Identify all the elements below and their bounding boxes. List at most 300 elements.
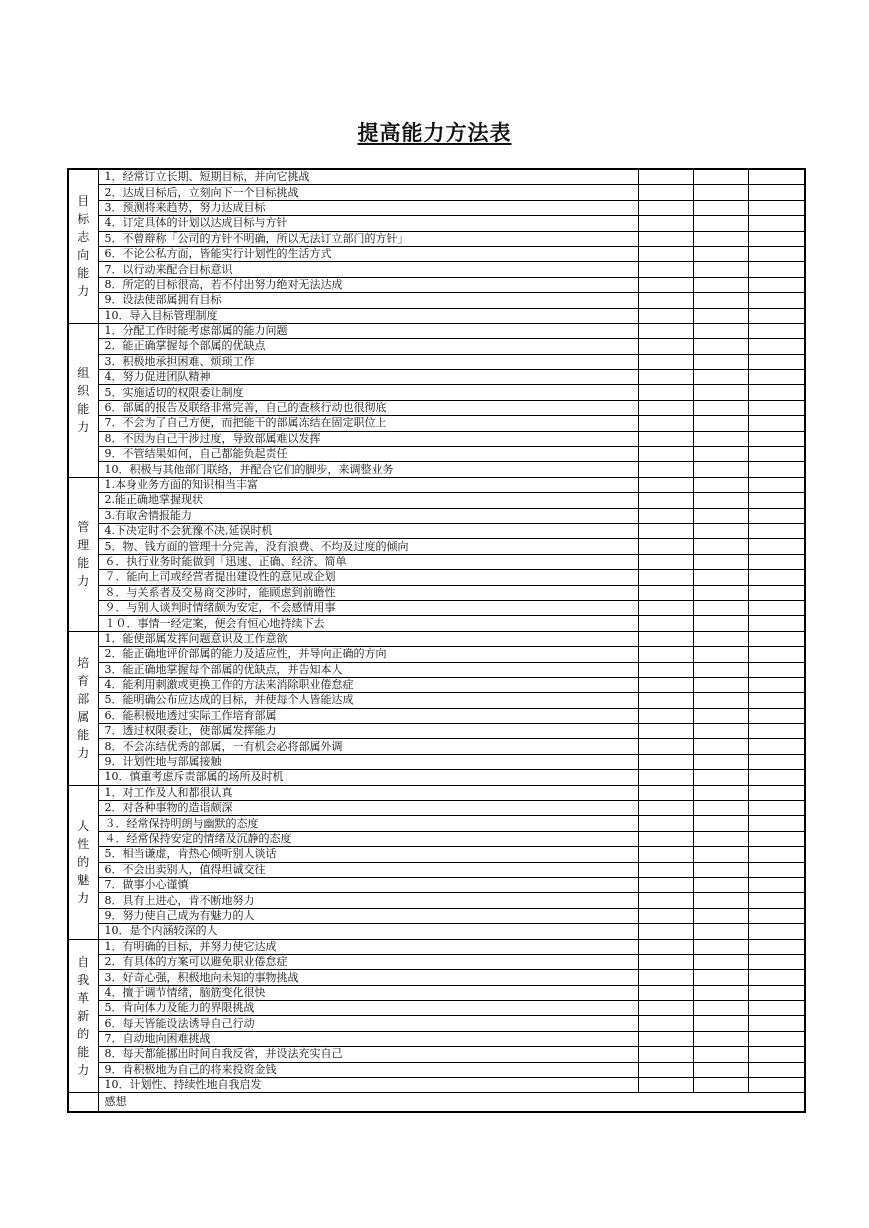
rating-cell[interactable] bbox=[638, 570, 693, 585]
rating-cell[interactable] bbox=[693, 462, 748, 477]
item-text: 2．对各种事物的造诣颇深 bbox=[98, 801, 638, 816]
rating-cell[interactable] bbox=[693, 293, 748, 308]
rating-cell[interactable] bbox=[748, 1031, 805, 1046]
rating-cell[interactable] bbox=[693, 385, 748, 400]
rating-cell[interactable] bbox=[638, 262, 693, 277]
item-text: 6．部属的报告及联络非常完善，自己的查核行动也很彻底 bbox=[98, 400, 638, 415]
item-text: 8．每天都能挪出时间自我反省，并设法充实自己 bbox=[98, 1047, 638, 1062]
rating-cell[interactable] bbox=[638, 293, 693, 308]
rating-cell[interactable] bbox=[693, 1031, 748, 1046]
rating-cell[interactable] bbox=[748, 493, 805, 508]
rating-cell[interactable] bbox=[693, 493, 748, 508]
rating-cell[interactable] bbox=[748, 631, 805, 646]
item-text: 10．慎重考虑斥责部属的场所及时机 bbox=[98, 770, 638, 785]
rating-cell[interactable] bbox=[638, 1001, 693, 1016]
rating-cell[interactable] bbox=[693, 877, 748, 892]
rating-cell[interactable] bbox=[638, 1016, 693, 1031]
rating-cell[interactable] bbox=[693, 185, 748, 200]
item-text: ９．与别人谈判时情绪颇为安定，不会感情用事 bbox=[98, 600, 638, 615]
rating-cell[interactable] bbox=[693, 508, 748, 523]
rating-cell[interactable] bbox=[748, 1062, 805, 1077]
table-row bbox=[68, 985, 805, 1000]
item-text: 3．能正确地掌握每个部属的优缺点，并告知本人 bbox=[98, 662, 638, 677]
rating-cell[interactable] bbox=[748, 893, 805, 908]
table-row bbox=[68, 339, 805, 354]
notes-blank-cell bbox=[68, 1093, 98, 1113]
rating-cell[interactable] bbox=[638, 739, 693, 754]
table-row bbox=[68, 831, 805, 846]
rating-cell[interactable] bbox=[748, 216, 805, 231]
table-row bbox=[68, 847, 805, 862]
rating-cell[interactable] bbox=[693, 600, 748, 615]
rating-cell[interactable] bbox=[638, 893, 693, 908]
rating-cell[interactable] bbox=[693, 708, 748, 723]
table-row bbox=[68, 231, 805, 246]
rating-cell[interactable] bbox=[638, 539, 693, 554]
rating-cell[interactable] bbox=[638, 693, 693, 708]
table-row bbox=[68, 216, 805, 231]
rating-cell[interactable] bbox=[638, 1078, 693, 1093]
rating-cell[interactable] bbox=[748, 908, 805, 923]
table-row bbox=[68, 200, 805, 215]
rating-cell[interactable] bbox=[638, 647, 693, 662]
rating-cell[interactable] bbox=[638, 523, 693, 538]
item-text: 8．不会冻结优秀的部属，一有机会必将部属外调 bbox=[98, 739, 638, 754]
rating-cell[interactable] bbox=[693, 816, 748, 831]
rating-cell[interactable] bbox=[748, 785, 805, 800]
rating-cell[interactable] bbox=[693, 308, 748, 323]
rating-cell[interactable] bbox=[748, 323, 805, 338]
rating-cell[interactable] bbox=[638, 385, 693, 400]
rating-cell[interactable] bbox=[638, 216, 693, 231]
rating-cell[interactable] bbox=[693, 724, 748, 739]
table-row bbox=[68, 631, 805, 646]
rating-cell[interactable] bbox=[693, 754, 748, 769]
category-label: 自我革新的能力 bbox=[77, 954, 90, 1077]
rating-cell[interactable] bbox=[638, 477, 693, 492]
table-row bbox=[68, 662, 805, 677]
table-row bbox=[68, 508, 805, 523]
item-text: ８．与关系者及交易商交涉时，能顾虑到前瞻性 bbox=[98, 585, 638, 600]
rating-cell[interactable] bbox=[638, 246, 693, 261]
rating-cell[interactable] bbox=[638, 831, 693, 846]
table-row bbox=[68, 385, 805, 400]
rating-cell[interactable] bbox=[638, 185, 693, 200]
item-text: 6．不论公私方面，皆能实行计划性的生活方式 bbox=[98, 246, 638, 261]
rating-cell[interactable] bbox=[638, 1031, 693, 1046]
table-row bbox=[68, 924, 805, 939]
rating-cell[interactable] bbox=[748, 169, 805, 185]
rating-cell[interactable] bbox=[638, 308, 693, 323]
notes-field[interactable]: 感想 bbox=[98, 1093, 805, 1113]
table-row bbox=[68, 431, 805, 446]
rating-cell[interactable] bbox=[748, 400, 805, 415]
item-text: 2．有具体的方案可以避免职业倦怠症 bbox=[98, 954, 638, 969]
item-text: 9．肯积极地为自己的将来投资金钱 bbox=[98, 1062, 638, 1077]
rating-cell[interactable] bbox=[748, 262, 805, 277]
rating-cell[interactable] bbox=[693, 585, 748, 600]
item-text: 6．能积极地透过实际工作培育部属 bbox=[98, 708, 638, 723]
rating-cell[interactable] bbox=[638, 600, 693, 615]
rating-cell[interactable] bbox=[693, 477, 748, 492]
item-text: 9．设法使部属拥有目标 bbox=[98, 293, 638, 308]
rating-cell[interactable] bbox=[748, 447, 805, 462]
rating-cell[interactable] bbox=[638, 354, 693, 369]
rating-cell[interactable] bbox=[748, 370, 805, 385]
rating-cell[interactable] bbox=[693, 277, 748, 292]
item-text: 9．计划性地与部属接触 bbox=[98, 754, 638, 769]
rating-cell[interactable] bbox=[693, 662, 748, 677]
rating-cell[interactable] bbox=[693, 231, 748, 246]
item-text: 10．计划性、持续性地自我启发 bbox=[98, 1078, 638, 1093]
rating-cell[interactable] bbox=[638, 847, 693, 862]
rating-cell[interactable] bbox=[693, 216, 748, 231]
category-label: 组织能力 bbox=[77, 366, 90, 435]
rating-cell[interactable] bbox=[748, 600, 805, 615]
rating-cell[interactable] bbox=[693, 954, 748, 969]
item-text: 1．能使部属发挥问题意识及工作意欲 bbox=[98, 631, 638, 646]
rating-cell[interactable] bbox=[638, 554, 693, 569]
rating-cell[interactable] bbox=[638, 169, 693, 185]
rating-cell[interactable] bbox=[693, 400, 748, 415]
rating-cell[interactable] bbox=[638, 862, 693, 877]
rating-cell[interactable] bbox=[638, 770, 693, 785]
table-row bbox=[68, 908, 805, 923]
rating-cell[interactable] bbox=[693, 570, 748, 585]
item-text: ３．经常保持明朗与幽默的态度 bbox=[98, 816, 638, 831]
rating-cell[interactable] bbox=[748, 831, 805, 846]
rating-cell[interactable] bbox=[748, 724, 805, 739]
table-row bbox=[68, 816, 805, 831]
table-row bbox=[68, 262, 805, 277]
table-row bbox=[68, 708, 805, 723]
table-row bbox=[68, 293, 805, 308]
table-row bbox=[68, 400, 805, 415]
rating-cell[interactable] bbox=[693, 539, 748, 554]
rating-cell[interactable] bbox=[693, 893, 748, 908]
table-row bbox=[68, 862, 805, 877]
rating-cell[interactable] bbox=[748, 801, 805, 816]
item-text: 6．不会出卖别人，值得坦诚交往 bbox=[98, 862, 638, 877]
rating-cell[interactable] bbox=[638, 801, 693, 816]
table-row bbox=[68, 1078, 805, 1093]
item-text: 5．肯向体力及能力的界限挑战 bbox=[98, 1001, 638, 1016]
rating-cell[interactable] bbox=[748, 354, 805, 369]
item-text: 4．订定具体的计划以达成目标与方针 bbox=[98, 216, 638, 231]
table-row bbox=[68, 308, 805, 323]
table-row bbox=[68, 647, 805, 662]
rating-cell[interactable] bbox=[693, 370, 748, 385]
rating-cell[interactable] bbox=[638, 662, 693, 677]
table-row bbox=[68, 893, 805, 908]
rating-cell[interactable] bbox=[638, 908, 693, 923]
table-row bbox=[68, 462, 805, 477]
rating-cell[interactable] bbox=[748, 1016, 805, 1031]
rating-cell[interactable] bbox=[748, 708, 805, 723]
rating-cell[interactable] bbox=[638, 939, 693, 954]
rating-cell[interactable] bbox=[748, 277, 805, 292]
item-text: 1．分配工作时能考虑部属的能力问题 bbox=[98, 323, 638, 338]
table-row bbox=[68, 1062, 805, 1077]
table-row bbox=[68, 570, 805, 585]
rating-cell[interactable] bbox=[693, 339, 748, 354]
rating-cell[interactable] bbox=[748, 477, 805, 492]
item-text: 7．透过权限委让，使部属发挥能力 bbox=[98, 724, 638, 739]
rating-cell[interactable] bbox=[638, 339, 693, 354]
table-row bbox=[68, 939, 805, 954]
table-row bbox=[68, 493, 805, 508]
item-text: 2．能正确地评价部属的能力及适应性，并导向正确的方向 bbox=[98, 647, 638, 662]
category-label: 管理能力 bbox=[77, 520, 90, 589]
table-row bbox=[68, 1031, 805, 1046]
self-assessment-table bbox=[67, 168, 806, 1113]
rating-cell[interactable] bbox=[693, 416, 748, 431]
rating-cell[interactable] bbox=[748, 877, 805, 892]
table-row bbox=[68, 277, 805, 292]
rating-cell[interactable] bbox=[638, 431, 693, 446]
rating-cell[interactable] bbox=[693, 1078, 748, 1093]
rating-cell[interactable] bbox=[748, 585, 805, 600]
item-text: 4．努力促进团队精神 bbox=[98, 370, 638, 385]
rating-cell[interactable] bbox=[748, 693, 805, 708]
rating-cell[interactable] bbox=[748, 662, 805, 677]
category-cell bbox=[68, 323, 98, 477]
rating-cell[interactable] bbox=[638, 508, 693, 523]
rating-cell[interactable] bbox=[748, 523, 805, 538]
rating-cell[interactable] bbox=[693, 939, 748, 954]
rating-cell[interactable] bbox=[638, 754, 693, 769]
rating-cell[interactable] bbox=[748, 924, 805, 939]
rating-cell[interactable] bbox=[693, 908, 748, 923]
rating-cell[interactable] bbox=[748, 200, 805, 215]
rating-cell[interactable] bbox=[748, 970, 805, 985]
item-text: 1.本身业务方面的知识相当丰富 bbox=[98, 477, 638, 492]
rating-cell[interactable] bbox=[693, 862, 748, 877]
rating-cell[interactable] bbox=[748, 739, 805, 754]
rating-cell[interactable] bbox=[638, 277, 693, 292]
rating-cell[interactable] bbox=[748, 862, 805, 877]
rating-cell[interactable] bbox=[638, 1062, 693, 1077]
rating-cell[interactable] bbox=[693, 323, 748, 338]
item-text: 3．预测将来趋势，努力达成目标 bbox=[98, 200, 638, 215]
rating-cell[interactable] bbox=[693, 770, 748, 785]
item-text: 2．能正确掌握每个部属的优缺点 bbox=[98, 339, 638, 354]
item-text: 10．积极与其他部门联络，并配合它们的脚步，来调整业务 bbox=[98, 462, 638, 477]
table-row bbox=[68, 585, 805, 600]
rating-cell[interactable] bbox=[693, 831, 748, 846]
rating-cell[interactable] bbox=[748, 570, 805, 585]
rating-cell[interactable] bbox=[693, 1016, 748, 1031]
category-cell bbox=[68, 169, 98, 323]
table-row bbox=[68, 616, 805, 631]
rating-cell[interactable] bbox=[638, 231, 693, 246]
rating-cell[interactable] bbox=[748, 816, 805, 831]
rating-cell[interactable] bbox=[693, 354, 748, 369]
item-text: 9．努力使自己成为有魅力的人 bbox=[98, 908, 638, 923]
rating-cell[interactable] bbox=[748, 431, 805, 446]
table-row bbox=[68, 770, 805, 785]
item-text: 5．能明确公布应达成的目标，并使每个人皆能达成 bbox=[98, 693, 638, 708]
rating-cell[interactable] bbox=[693, 739, 748, 754]
item-text: 8．所定的目标很高，若不付出努力绝对无法达成 bbox=[98, 277, 638, 292]
rating-cell[interactable] bbox=[693, 847, 748, 862]
rating-cell[interactable] bbox=[748, 539, 805, 554]
category-cell bbox=[68, 785, 98, 939]
item-text: 9．不管结果如何，自己都能负起责任 bbox=[98, 447, 638, 462]
category-label: 目标志向能力 bbox=[77, 194, 90, 299]
page-title: 提高能力方法表 bbox=[357, 121, 512, 145]
item-text: 7．做事小心谨慎 bbox=[98, 877, 638, 892]
item-text: 7．以行动来配合目标意识 bbox=[98, 262, 638, 277]
notes-row bbox=[68, 1093, 805, 1113]
item-text: 7．自动地向困难挑战 bbox=[98, 1031, 638, 1046]
rating-cell[interactable] bbox=[748, 1047, 805, 1062]
rating-cell[interactable] bbox=[638, 924, 693, 939]
rating-cell[interactable] bbox=[638, 400, 693, 415]
rating-cell[interactable] bbox=[638, 677, 693, 692]
rating-cell[interactable] bbox=[638, 447, 693, 462]
category-label: 人性的魅力 bbox=[77, 819, 90, 906]
rating-cell[interactable] bbox=[693, 554, 748, 569]
table-row bbox=[68, 447, 805, 462]
rating-cell[interactable] bbox=[693, 523, 748, 538]
table-row bbox=[68, 739, 805, 754]
rating-cell[interactable] bbox=[638, 585, 693, 600]
table-row bbox=[68, 354, 805, 369]
item-text: 3．积极地承担困难、烦琐工作 bbox=[98, 354, 638, 369]
rating-cell[interactable] bbox=[693, 631, 748, 646]
table-row bbox=[68, 801, 805, 816]
rating-cell[interactable] bbox=[748, 1001, 805, 1016]
rating-cell[interactable] bbox=[693, 801, 748, 816]
rating-cell[interactable] bbox=[693, 785, 748, 800]
rating-cell[interactable] bbox=[693, 693, 748, 708]
rating-cell[interactable] bbox=[638, 462, 693, 477]
table-row bbox=[68, 970, 805, 985]
table-row bbox=[68, 323, 805, 338]
item-text: 5．不曾辩称「公司的方针不明确，所以无法订立部门的方针」 bbox=[98, 231, 638, 246]
rating-cell[interactable] bbox=[638, 370, 693, 385]
item-text: 6．每天皆能设法诱导自己行动 bbox=[98, 1016, 638, 1031]
rating-cell[interactable] bbox=[693, 970, 748, 985]
rating-cell[interactable] bbox=[638, 954, 693, 969]
table-row bbox=[68, 246, 805, 261]
item-text: 2．达成目标后，立刻向下一个目标挑战 bbox=[98, 185, 638, 200]
item-text: 1．有明确的目标，并努力使它达成 bbox=[98, 939, 638, 954]
category-cell bbox=[68, 631, 98, 785]
item-text: 4．能利用刺激或更换工作的方法来消除职业倦怠症 bbox=[98, 677, 638, 692]
rating-cell[interactable] bbox=[748, 770, 805, 785]
rating-cell[interactable] bbox=[693, 169, 748, 185]
table-row bbox=[68, 600, 805, 615]
rating-cell[interactable] bbox=[748, 508, 805, 523]
rating-cell[interactable] bbox=[748, 616, 805, 631]
rating-cell[interactable] bbox=[638, 493, 693, 508]
rating-cell[interactable] bbox=[693, 616, 748, 631]
item-text: ４．经常保持安定的情绪及沉静的态度 bbox=[98, 831, 638, 846]
table-row bbox=[68, 477, 805, 492]
item-text: ７．能向上司或经营者提出建设性的意见或企划 bbox=[98, 570, 638, 585]
table-row bbox=[68, 693, 805, 708]
table-row bbox=[68, 724, 805, 739]
rating-cell[interactable] bbox=[638, 323, 693, 338]
rating-cell[interactable] bbox=[638, 785, 693, 800]
rating-cell[interactable] bbox=[748, 385, 805, 400]
rating-cell[interactable] bbox=[748, 754, 805, 769]
rating-cell[interactable] bbox=[748, 231, 805, 246]
rating-cell[interactable] bbox=[638, 970, 693, 985]
rating-cell[interactable] bbox=[748, 185, 805, 200]
rating-cell[interactable] bbox=[748, 677, 805, 692]
item-text: ６．执行业务时能做到「迅速、正确、经济、简单 bbox=[98, 554, 638, 569]
table-row bbox=[68, 523, 805, 538]
rating-cell[interactable] bbox=[638, 816, 693, 831]
rating-cell[interactable] bbox=[693, 246, 748, 261]
rating-cell[interactable] bbox=[748, 293, 805, 308]
table-row bbox=[68, 1001, 805, 1016]
item-text: １０．事情一经定案，便会有恒心地持续下去 bbox=[98, 616, 638, 631]
rating-cell[interactable] bbox=[638, 708, 693, 723]
item-text: 4．擅于调节情绪，脑筋变化很快 bbox=[98, 985, 638, 1000]
rating-cell[interactable] bbox=[693, 1047, 748, 1062]
item-text: 5．相当谦虚，肯热心倾听别人谈话 bbox=[98, 847, 638, 862]
rating-cell[interactable] bbox=[638, 877, 693, 892]
rating-cell[interactable] bbox=[638, 200, 693, 215]
rating-cell[interactable] bbox=[638, 631, 693, 646]
rating-cell[interactable] bbox=[748, 985, 805, 1000]
rating-cell[interactable] bbox=[748, 847, 805, 862]
rating-cell[interactable] bbox=[748, 1078, 805, 1093]
rating-cell[interactable] bbox=[693, 924, 748, 939]
rating-cell[interactable] bbox=[748, 462, 805, 477]
item-text: 8．不因为自己干涉过度，导致部属难以发挥 bbox=[98, 431, 638, 446]
rating-cell[interactable] bbox=[693, 262, 748, 277]
rating-cell[interactable] bbox=[748, 647, 805, 662]
rating-cell[interactable] bbox=[748, 939, 805, 954]
rating-cell[interactable] bbox=[748, 308, 805, 323]
rating-cell[interactable] bbox=[693, 1062, 748, 1077]
rating-cell[interactable] bbox=[638, 616, 693, 631]
rating-cell[interactable] bbox=[748, 416, 805, 431]
rating-cell[interactable] bbox=[693, 447, 748, 462]
item-text: 10．是个内涵较深的人 bbox=[98, 924, 638, 939]
rating-cell[interactable] bbox=[693, 677, 748, 692]
rating-cell[interactable] bbox=[748, 954, 805, 969]
rating-cell[interactable] bbox=[748, 339, 805, 354]
item-text: 10．导入目标管理制度 bbox=[98, 308, 638, 323]
rating-cell[interactable] bbox=[748, 246, 805, 261]
rating-cell[interactable] bbox=[638, 724, 693, 739]
item-text: 7．不会为了自己方便，而把能干的部属冻结在固定职位上 bbox=[98, 416, 638, 431]
table-row bbox=[68, 554, 805, 569]
rating-cell[interactable] bbox=[638, 416, 693, 431]
rating-cell[interactable] bbox=[638, 1047, 693, 1062]
category-cell bbox=[68, 939, 98, 1093]
table-row bbox=[68, 539, 805, 554]
rating-cell[interactable] bbox=[748, 554, 805, 569]
rating-cell[interactable] bbox=[693, 1001, 748, 1016]
rating-cell[interactable] bbox=[693, 431, 748, 446]
rating-cell[interactable] bbox=[638, 985, 693, 1000]
item-text: 3．好奇心强，积极地向未知的事物挑战 bbox=[98, 970, 638, 985]
rating-cell[interactable] bbox=[693, 647, 748, 662]
rating-cell[interactable] bbox=[693, 200, 748, 215]
item-text: 5．实施适切的权限委让制度 bbox=[98, 385, 638, 400]
rating-cell[interactable] bbox=[693, 985, 748, 1000]
table-row bbox=[68, 677, 805, 692]
table-row bbox=[68, 1016, 805, 1031]
item-text: 4.下决定时不会犹豫不决,延误时机 bbox=[98, 523, 638, 538]
